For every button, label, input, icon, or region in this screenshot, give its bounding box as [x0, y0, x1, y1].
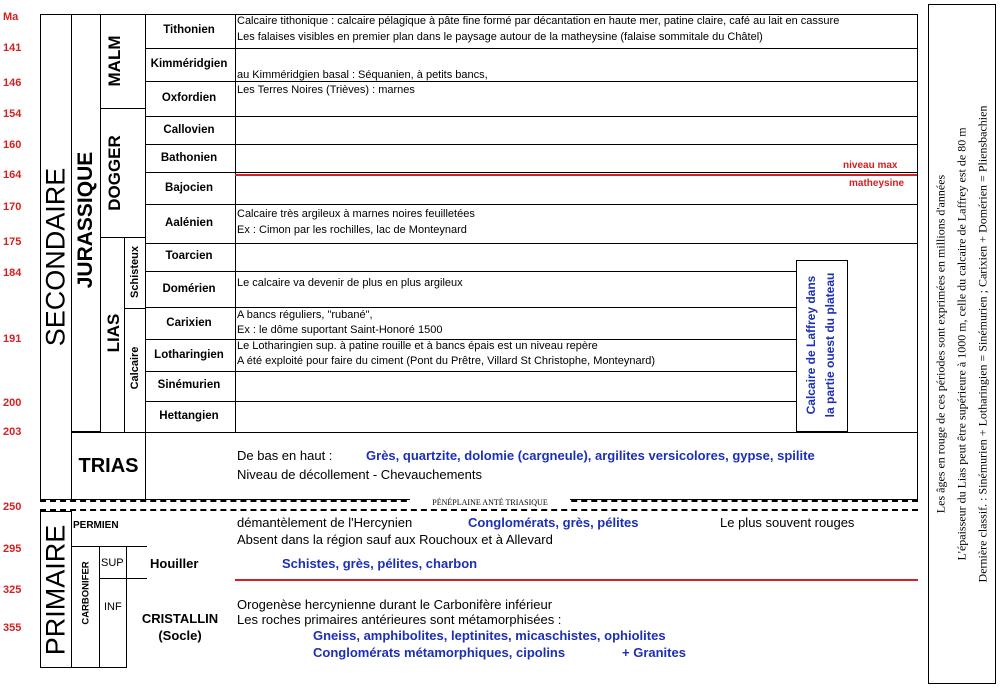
row-separator: [145, 172, 918, 173]
series-label-malm: MALM: [105, 35, 124, 87]
age-label: 160: [3, 139, 22, 151]
peneplaine-label: PÉNÉPLAINE ANTÉ TRIASIQUE: [410, 498, 570, 508]
period-label-permien: PERMIEN: [73, 520, 119, 531]
stage-domerien: Domérien: [162, 283, 216, 295]
period-label-houiller: Houiller: [150, 556, 199, 571]
period-label-carbonifere: CARBONIFER: [80, 561, 92, 625]
trias-line-2: Niveau de décollement - Chevauchements: [237, 467, 482, 482]
age-label: 200: [3, 397, 22, 409]
age-label: 141: [3, 42, 22, 54]
stage-callovien: Callovien: [163, 124, 215, 136]
stage-oxfordien: Oxfordien: [161, 92, 217, 104]
side-note-2: L'épaisseur du Lias peut être supérieure à 1000 m, celle du calcaire de Laffrey est de 80 m: [954, 127, 969, 561]
side-note-3: Dernière classif. : Sinémurien + Lotharingien = Sinémurien ; Carixien + Domérien = Pliensbachien: [975, 105, 990, 583]
age-unit-label: Ma: [3, 11, 19, 23]
era-label-primaire: PRIMAIRE: [40, 524, 71, 656]
subseries-label-schisteux: Schisteux: [129, 246, 141, 298]
desc-domerien: Le calcaire va devenir de plus en plus argileux: [237, 277, 463, 289]
desc-lotharingien-1: Le Lotharingien sup. à patine rouille et à bancs épais est un niveau repère: [237, 340, 598, 352]
desc-kimmeridgien: au Kimméridgien basal : Séquanien, à petits bancs,: [237, 69, 488, 81]
row-separator: [145, 371, 798, 372]
houiller-rocks: Schistes, grès, pélites, charbon: [282, 556, 478, 571]
age-label: 146: [3, 77, 22, 89]
age-label: 355: [3, 622, 22, 634]
cristallin-rocks-1: Gneiss, amphibolites, leptinites, micaschistes, ophiolites: [313, 628, 666, 643]
niveau-max-line: [235, 174, 917, 176]
laffrey-label-1: Calcaire de Laffrey dans: [804, 275, 818, 415]
row-separator: [145, 401, 798, 402]
stage-toarcien: Toarcien: [165, 250, 213, 262]
stage-sinemurien: Sinémurien: [157, 379, 221, 391]
cristallin-line-1: Orogenèse hercynienne durant le Carbonifère inférieur: [237, 597, 553, 612]
desc-carixien-1: A bancs réguliers, "rubané",: [237, 309, 373, 321]
row-separator: [145, 116, 918, 117]
row-separator: [145, 144, 918, 145]
row-separator: [145, 271, 798, 272]
niveau-max-label-2: matheysine: [849, 178, 905, 189]
peneplaine-dash-bottom: [40, 509, 918, 511]
permien-rouges: Le plus souvent rouges: [720, 515, 855, 530]
stage-lotharingien: Lotharingien: [154, 349, 224, 361]
period-label-socle: (Socle): [158, 628, 202, 643]
side-note-1: Les âges en rouge de ces périodes sont exprimées en millions d'années: [933, 174, 948, 514]
trias-line-1: [237, 448, 815, 463]
stage-aalenien: Aalénien: [165, 217, 213, 229]
permien-line-1: démantèlement de l'Hercynien: [237, 515, 413, 530]
row-separator: [145, 204, 918, 205]
houiller-separator: [99, 578, 147, 579]
desc-tithonien-1: Calcaire tithonique : calcaire pélagique à pâte fine formé par décantation en haute mer, patine claire, café au lait en cassure: [237, 15, 840, 27]
period-label-jurassique: JURASSIQUE: [74, 151, 97, 289]
age-label: 191: [3, 333, 22, 345]
stage-bajocien: Bajocien: [165, 182, 213, 194]
age-label: 184: [3, 267, 22, 279]
trias-row: [71, 432, 918, 500]
carbonifere-boundary-line: [235, 579, 918, 581]
desc-lotharingien-2: A été exploité pour faire du ciment (Pont du Prêtre, Villard St Christophe, Monteynard): [237, 355, 656, 367]
stage-carixien: Carixien: [166, 317, 212, 329]
age-label: 154: [3, 108, 22, 120]
age-label: 164: [3, 169, 22, 181]
period-label-trias: TRIAS: [78, 455, 139, 477]
stage-tithonien: Tithonien: [163, 24, 215, 36]
niveau-max-label-1: niveau max: [843, 160, 898, 171]
cristallin-line-2: Les roches primaires antérieures sont métamorphisées :: [237, 612, 562, 627]
desc-aalenien-1: Calcaire très argileux à marnes noires feuilletées: [237, 208, 475, 220]
period-label-cristallin: CRISTALLIN: [141, 611, 219, 626]
series-label-inf: INF: [104, 601, 122, 613]
age-label: 175: [3, 236, 22, 248]
age-label: 250: [3, 501, 22, 513]
series-label-dogger: DOGGER: [105, 135, 124, 211]
row-separator: [145, 243, 918, 244]
series-label-sup: SUP: [101, 557, 124, 569]
laffrey-label-2: la partie ouest du plateau: [823, 272, 837, 418]
desc-carixien-2: Ex : le dôme suportant Saint-Honoré 1500: [237, 324, 443, 336]
series-label-lias: LIAS: [104, 313, 123, 353]
row-separator: [145, 307, 798, 308]
trias-prefix: De bas en haut :: [237, 448, 333, 463]
stage-kimmeridgien: Kimméridgien: [150, 58, 228, 70]
age-label: 325: [3, 584, 22, 596]
desc-aalenien-2: Ex : Cimon par les rochilles, lac de Monteynard: [237, 224, 467, 236]
desc-tithonien-2: Les falaises visibles en premier plan dans le paysage autour de la matheysine (falaise sommitale du Châtel): [237, 31, 763, 43]
row-separator: [145, 48, 918, 49]
permien-line-2: Absent dans la région sauf aux Rouchoux et à Allevard: [237, 532, 553, 547]
age-label: 203: [3, 426, 22, 438]
stage-hettangien: Hettangien: [159, 410, 219, 422]
era-label-secondaire: SECONDAIRE: [40, 167, 71, 347]
age-label: 295: [3, 543, 22, 555]
permien-rocks: Conglomérats, grès, pélites: [468, 515, 639, 530]
age-label: 170: [3, 201, 22, 213]
desc-oxfordien: Les Terres Noires (Trièves) : marnes: [237, 84, 415, 96]
trias-rocks: Grès, quartzite, dolomie (cargneule), argilites versicolores, gypse, spilite: [366, 448, 815, 463]
cristallin-rocks-2: Conglomérats métamorphiques, cipolins: [313, 645, 566, 660]
cristallin-rocks-3: + Granites: [622, 645, 686, 660]
stage-bathonien: Bathonien: [160, 152, 218, 164]
subseries-label-calcaire: Calcaire: [129, 346, 141, 390]
